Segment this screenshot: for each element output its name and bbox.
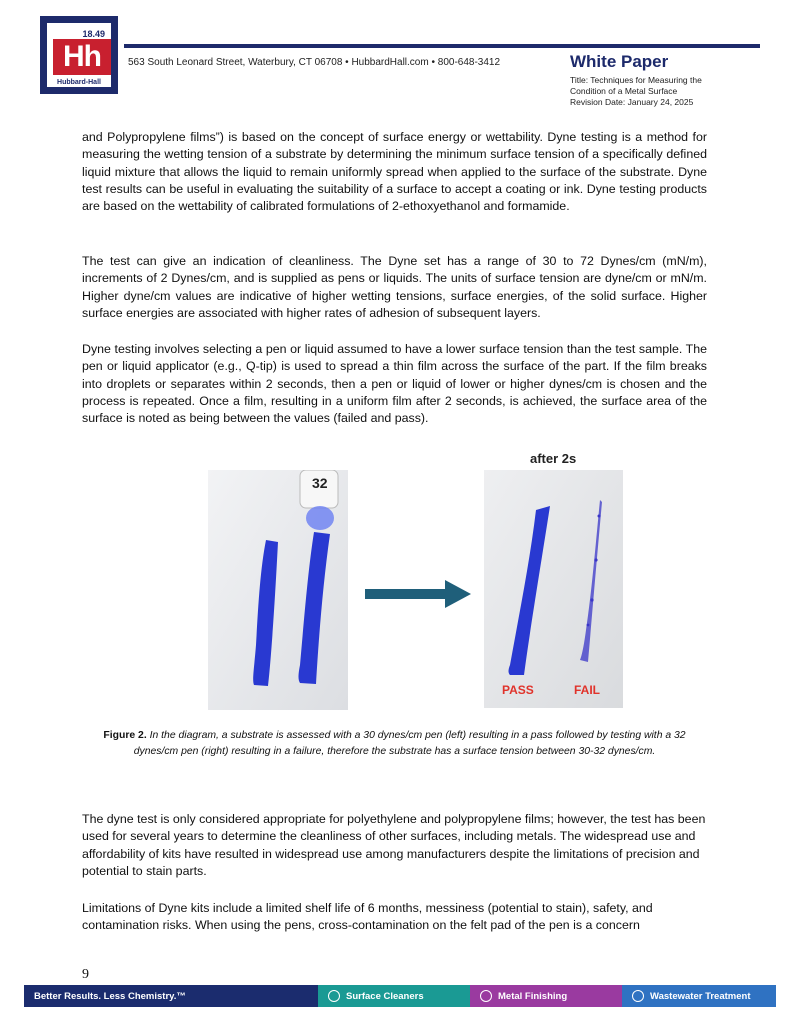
- logo-letters: Hh: [53, 39, 111, 75]
- footer-banner: [24, 985, 776, 1007]
- revision-date: Revision Date: January 24, 2025: [570, 97, 694, 107]
- doc-meta: [570, 75, 750, 108]
- logo-number: 18.49: [82, 29, 105, 39]
- header-rule: [124, 44, 760, 48]
- footer-wastewater-treatment: [622, 985, 776, 1007]
- result-photo-graphic: [484, 470, 623, 708]
- company-address: 563 South Leonard Street, Waterbury, CT 06708 • HubbardHall.com • 800-648-3412: [128, 57, 501, 68]
- logo-name: Hubbard-Hall: [57, 79, 101, 86]
- footer-surface-cleaners: [318, 985, 470, 1007]
- footer-wastewater-treatment-label: Wastewater Treatment: [650, 990, 751, 1002]
- doc-type-title: White Paper: [570, 52, 669, 71]
- wastewater-treatment-icon: [632, 990, 644, 1002]
- footer-surface-cleaners-label: Surface Cleaners: [346, 990, 424, 1002]
- pen-tip: [306, 506, 334, 530]
- paragraph-dyne-range: The test can give an indication of cleanliness. The Dyne set has a range of 30 to 72 Dynes/cm (mN/m), increments of 2 Dynes/cm, and is supplied as pens or liquids. The units of surface tension are dyne/cm or mN/m. Higher dyne/cm values are indicative of higher wetting tensions, surface energies, of the solid surface. Higher surface energies are associated with higher rates of adhesion of subsequent layers.: [82, 254, 707, 320]
- surface-cleaners-icon: [328, 990, 340, 1002]
- footer-metal-finishing: [470, 985, 622, 1007]
- hubbard-hall-logo: [40, 16, 118, 94]
- paragraph-dyne-applicability: The dyne test is only considered appropriate for polyethylene and polypropylene films; however, the test has been used for several years to determine the cleanliness of other surfaces, including metals. The widespread use and affordability of kits have resulted in widespread use among manufacturers despite the limitations of precision and potential to stain parts.: [82, 812, 706, 878]
- page-number: 9: [82, 967, 89, 982]
- after-2s-label: after 2s: [530, 451, 577, 466]
- photo-after-2s-result: [484, 470, 623, 708]
- pen-number: 32: [312, 475, 328, 491]
- footer-tagline: Better Results. Less Chemistry.™: [24, 985, 318, 1007]
- figure-label: Figure 2.: [103, 730, 147, 741]
- photo-dyne-pen-test: [208, 470, 348, 710]
- doc-title-line-1: Title: Techniques for Measuring the: [570, 75, 702, 85]
- paragraph-dyne-intro: and Polypropylene films”) is based on the concept of surface energy or wettability. Dyne testing is a method for measuring the wetting tension of a substrate by determining the minimum surface tension of a specifically defined liquid mixture that allows the liquid to remain uniformly spread when applied to the surface of the substrate. Dyne test results can be useful in evaluating the suitability of a surface to accept a coating or ink. Dyne testing products are based on the wettability of calibrated formulations of 2-ethoxyethanol and formamide.: [82, 130, 707, 214]
- pass-label: PASS: [502, 683, 534, 697]
- ink-droplet: [587, 624, 590, 627]
- dyne-pen-photo-graphic: [208, 470, 348, 710]
- figure-caption: [82, 728, 707, 760]
- doc-title-line-2: Condition of a Metal Surface: [570, 86, 678, 96]
- ink-droplet: [598, 515, 601, 518]
- paragraph-dyne-procedure: Dyne testing involves selecting a pen or liquid assumed to have a lower surface tension than the test sample. The pen or liquid applicator (e.g., Q-tip) is used to spread a thin film across the surface of the part. If the film breaks into droplets or separates within 2 seconds, then a pen or liquid of lower or higher dynes/cm is chosen and the process is repeated. Once a film, resulting in a uniform film after 2 seconds, is achieved, the surface area of the surface is noted as being between the values (failed and pass).: [82, 342, 707, 426]
- figure-caption-text: In the diagram, a substrate is assessed with a 30 dynes/cm pen (left) resulting in a pass followed by testing with a 32 dynes/cm pen (right) resulting in a failure, therefore the substrate has a surface tension between 30-32 dynes/cm.: [133, 730, 686, 757]
- metal-finishing-icon: [480, 990, 492, 1002]
- ink-droplet: [590, 598, 593, 601]
- paragraph-dyne-limitations: Limitations of Dyne kits include a limited shelf life of 6 months, messiness (potential to stain), safety, and contamination risks. When using the pens, cross-contamination on the felt pad of the pen is a concern: [82, 901, 653, 933]
- ink-droplet: [594, 558, 597, 561]
- arrow-icon: [365, 580, 471, 608]
- footer-metal-finishing-label: Metal Finishing: [498, 990, 568, 1002]
- fail-label: FAIL: [574, 683, 600, 697]
